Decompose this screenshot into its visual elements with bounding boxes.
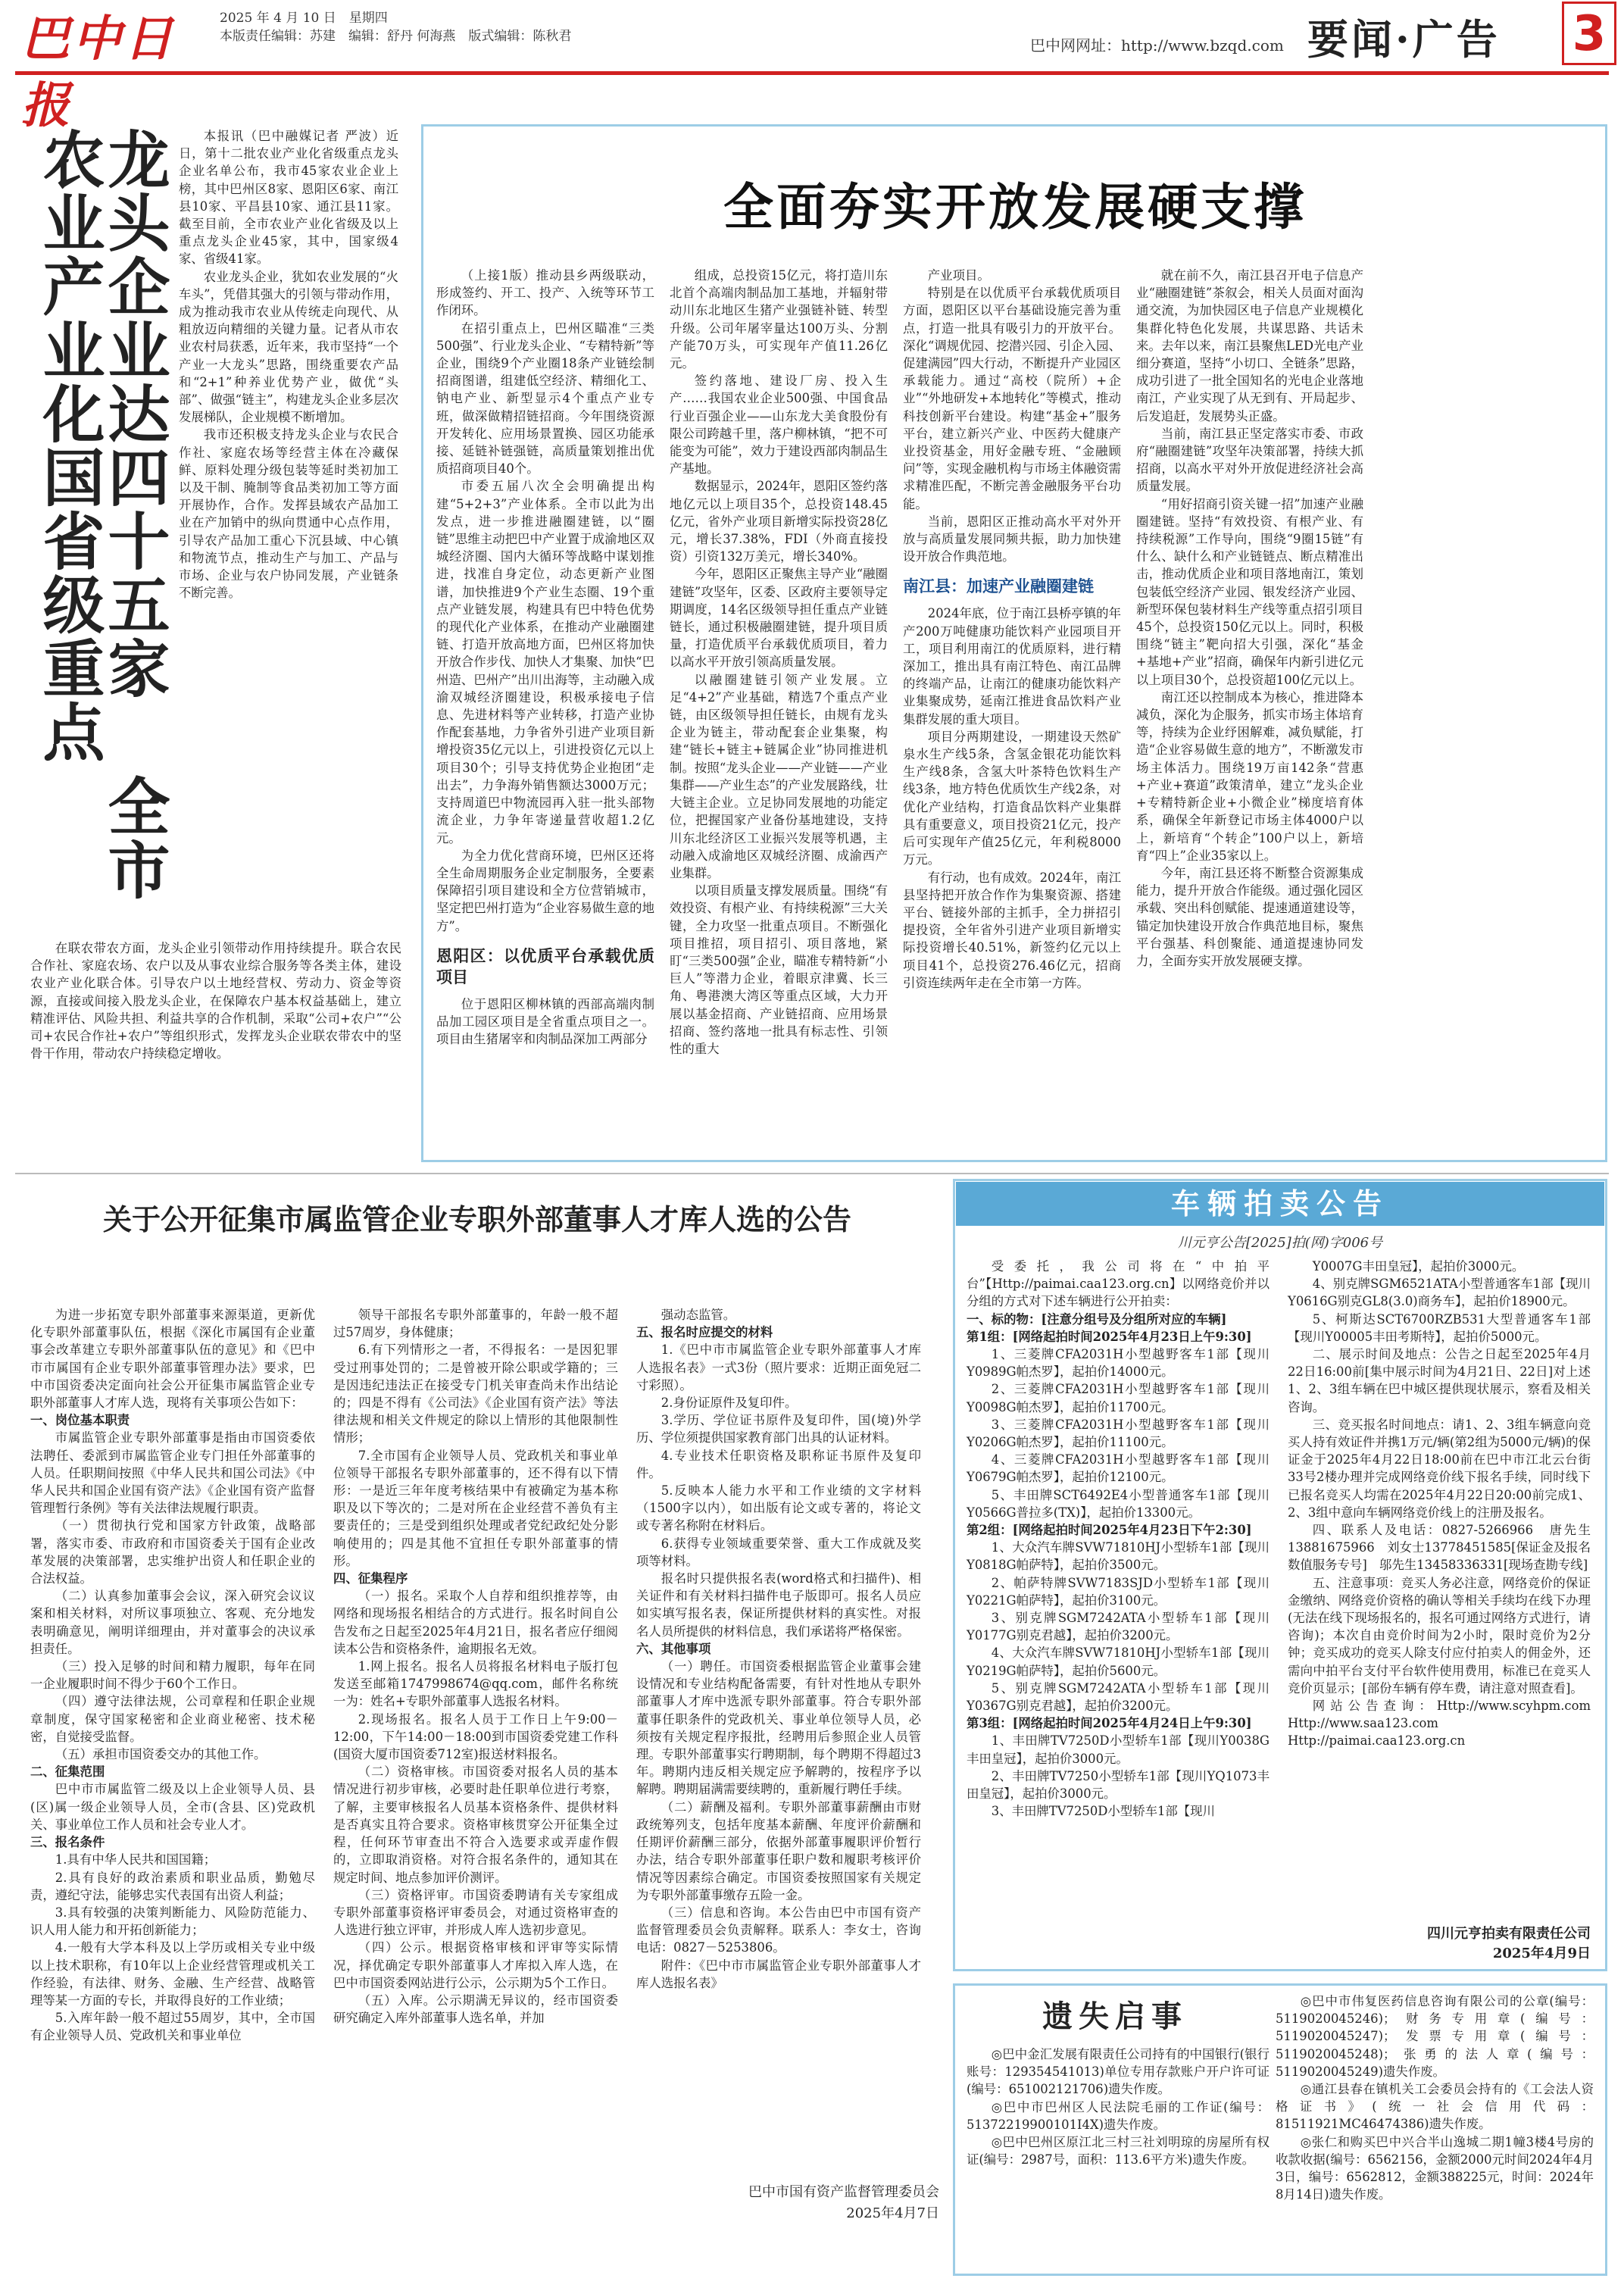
notice-title: 关于公开征集市属监管企业专职外部董事人才库人选的公告 xyxy=(102,1203,851,1236)
paragraph: （一）聘任。市国资委根据监管企业董事会建设情况和专业结构配备需要，有针对性地从专职外部董事人才库中选派专职外部董事。符合专职外部董事任职条件的党政机关、事业单位领导人员，必须按有关规定程序报批，经聘用后参照企业人员管理。专职外部董事实行聘期制，每个聘期不得超过3年。聘期内违反相关规定应予解聘的，按程序予以解聘。聘期届满需要续聘的，重新履行聘任手续。 xyxy=(636,1659,921,1797)
auction-subheader: 川元亨公告[2025]拍(网)字006号 xyxy=(1177,1235,1383,1251)
paragraph: 3.学历、学位证书原件及复印件，国(境)外学历、学位须提供国家教育部门出具的认证材料。 xyxy=(636,1413,921,1446)
masthead-info xyxy=(220,9,614,45)
feature-paragraph: 签约落地、建设厂房、投入生产……我国农业企业500强、中国食品行业百强企业——山东龙大美食股份有限公司跨越千里，落户柳林镇，“把不可能变为可能”，效力于建设西部肉制品生产基地。 xyxy=(670,373,888,477)
paragraph: 5、别克牌SGM7242ATA小型轿车1部【现川Y0367G别克君越】，起拍价3200元。 xyxy=(967,1680,1270,1714)
auction-sign-org: 四川元亨拍卖有限责任公司 xyxy=(1427,1926,1591,1942)
paragraph: 1.《巴中市市属监管企业专职外部董事人才库人选报名表》一式3份（照片要求：近期正面免冠二寸彩照）。 xyxy=(636,1342,921,1392)
notice-signature xyxy=(651,2182,939,2224)
paragraph: 报名时只提供报名表(word格式和扫描件)、相关证件和有关材料扫描件电子版即可。报名人员应如实填写报名表，保证所提供材料的真实性。对报名人员所提供的材料信息，我们承诺将严格保密。 xyxy=(636,1571,921,1639)
auction-sign-date: 2025年4月9日 xyxy=(1492,1946,1591,1961)
paragraph: 6.有下列情形之一者，不得报名：一是因犯罪受过刑事处罚的；二是曾被开除公职或学籍的；三是因违纪违法正在接受专门机关审查尚未作出结论的；四是不得有《公司法》《企业国有资产法》等法律法规和相关文件规定的除以上情形的其他限制性情形； xyxy=(333,1342,618,1446)
paragraph: Y0007G丰田皇冠】，起拍价3000元。 xyxy=(1312,1259,1525,1274)
lost-column-2 xyxy=(1276,1993,1594,2273)
feature-paragraph: 数据显示，2024年，恩阳区签约落地亿元以上项目35个，总投资148.45亿元，省外产业项目新增实际投资28亿元，增长37.38%，FDI（外商直接投资）引资132万美元，增长340%。 xyxy=(670,479,888,564)
paragraph: （三）投入足够的时间和精力履职，每年在同一企业履职时间不得少于60个工作日。 xyxy=(30,1659,315,1692)
paragraph: 1、丰田牌TV7250D小型轿车1部【现川Y0038G丰田皇冠】，起拍价3000元。 xyxy=(967,1733,1270,1766)
paragraph: 3、丰田牌TV7250D小型轿车1部【现川 xyxy=(991,1804,1215,1819)
paragraph: （五）入库。公示期满无异议的，经市国资委研究确定入库外部董事人选名单，并加 xyxy=(333,1993,618,2026)
paragraph: 二、展示时间及地点：公告之日起至2025年4月22日16:00前[集中展示时间为4月21日、22日]对上述1、2、3组车辆在巴中城区提供现状展示，察看及相关咨询。 xyxy=(1288,1347,1591,1414)
auction-header: 车辆拍卖公告 xyxy=(956,1182,1604,1226)
paragraph: （三）信息和咨询。本公告由巴中市国有资产监督管理委员会负责解释。联系人：李女士，咨询电话：0827－5253806。 xyxy=(636,1905,921,1955)
paragraph: ◎巴中金汇发展有限责任公司持有的中国银行(银行账号：129354541013)单位专用存款账户开户许可证(编号：651002121706)遗失作废。 xyxy=(967,2047,1270,2097)
section-divider xyxy=(15,1173,1609,1174)
paragraph: （四）公示。根据资格审核和评审等实际情况，择优确定专职外部董事人才库拟入库人选，在巴中市国资委网站进行公示，公示期为5个工作日。 xyxy=(333,1940,618,1990)
paragraph: 5、丰田牌SCT6492E4小型普通客车1部【现川Y0566G普拉多(TX)】，起拍价13300元。 xyxy=(967,1487,1270,1520)
paragraph: 1、大众汽车牌SVW71810HJ小型轿车1部【现川Y0818G帕萨特】，起拍价3500元。 xyxy=(967,1540,1270,1573)
paragraph: （三）资格评审。市国资委聘请有关专家组成专职外部董事资格评审委员会，对通过资格审查的人选进行独立评审，并形成人库人选初步意见。 xyxy=(333,1887,618,1938)
feature-paragraph: 位于恩阳区柳林镇的西部高端肉制品加工园区项目是全省重点项目之一。项目由生猪屠宰和肉制品深加工两部分 xyxy=(436,996,654,1047)
paragraph: 4、大众汽车牌SVW71810HJ小型轿车1部【现川Y0219G帕萨特】，起拍价5600元。 xyxy=(967,1646,1270,1678)
paragraph: 3.具有较强的决策判断能力、风险防范能力、识人用人能力和开拓创新能力； xyxy=(30,1905,315,1938)
feature-column-1 xyxy=(436,267,654,1153)
enyang-subhead: 恩阳区：以优质平台承载优质项目 xyxy=(436,945,654,986)
notice-column-1 xyxy=(30,1306,315,2246)
paragraph: 巴中市市属监管二级及以上企业领导人员、县(区)属一级企业领导人员，全市(含县、区)党政机关、事业单位工作人员和社会专业人才。 xyxy=(30,1782,315,1832)
feature-title: 全面夯实开放发展硬支撑 xyxy=(723,178,1307,236)
paragraph: 网站公告查询：Http://www.scyhpm.com Http://www.saa123.com Http://paimai.caa123.org.cn xyxy=(1288,1699,1604,1749)
notice-sign-date: 2025年4月7日 xyxy=(846,2205,939,2221)
lead-paragraph: 本报讯（巴中融媒记者 严波）近日，第十二批农业产业化省级重点龙头企业名单公布，我市45家农业企业上榜，其中巴州区8家、恩阳区6家、南江县10家、平昌县10家、通江县11家。截至目前，全市农业产业化省级及以上重点龙头企业45家，其中，国家级4家、省级41家。 xyxy=(179,129,398,267)
feature-paragraph: 产业项目。 xyxy=(927,268,990,283)
paragraph: （一）贯彻执行党和国家方针政策，战略部署，落实市委、市政府和市国资委关于国有企业改革发展的决策部署，忠实维护出资人和任职企业的合法权益。 xyxy=(30,1518,315,1586)
feature-paragraph: 当前，南江县正坚定落实市委、市政府“融圈建链”攻坚年决策部署，持续大抓招商，以高水平对外开放促进经济社会高质量发展。 xyxy=(1136,426,1363,494)
paragraph: 一、标的物：[注意分组号及分组所对应的车辆] xyxy=(967,1311,1227,1327)
paragraph: 4、三菱牌CFA2031H小型越野客车1部【现川Y0679G帕杰罗】，起拍价12100元。 xyxy=(967,1452,1270,1485)
lead-article-bottom xyxy=(30,939,401,1159)
paragraph: 第2组：[网络起拍时间2025年4月23日下午2:30] xyxy=(967,1523,1252,1538)
paragraph: 市属监管企业专职外部董事是指由市国资委依法聘任、委派到市属监管企业专门担任外部董事的人员。任职期间按照《中华人民共和国公司法》《中华人民共和国企业国有资产法》《企业国有资产监督管理暂行条例》等有关法律法规履行职责。 xyxy=(30,1430,315,1516)
paragraph: 3、三菱牌CFA2031H小型越野客车1部【现川Y0206G帕杰罗】，起拍价11100元。 xyxy=(967,1417,1270,1450)
site-url[interactable]: 巴中网网址：http://www.bzqd.com xyxy=(1030,36,1284,55)
auction-column-2 xyxy=(1288,1258,1604,1917)
feature-paragraph: 今年，恩阳区正聚焦主导产业“融圈建链”攻坚年，区委、区政府主要领导定期调度，14名区级领导担任重点产业链链长，通过积极融圈建链，提升项目质量，打造优质平台承载优质项目，着力以高水平开放引领高质量发展。 xyxy=(670,567,888,670)
paragraph: 1.具有中华人民共和国国籍； xyxy=(55,1852,217,1867)
paragraph: ◎巴中市伟复医药信息咨询有限公司的公章(编号：5119020045246)；财务专用章(编号：5119020045247)；发票专用章(编号：5119020045248)；张勇的法人章(编号：5119020045249)遗失作废。 xyxy=(1276,1994,1594,2079)
paragraph: 三、报名条件 xyxy=(30,1835,105,1850)
paragraph: 3、别克牌SGM7242ATA小型轿车1部【现川Y0177G别克君越】，起拍价3200元。 xyxy=(967,1611,1270,1643)
paragraph: 2.身份证原件及复印件。 xyxy=(661,1396,798,1411)
nanjiang-subhead: 南江县：加速产业融圈建链 xyxy=(903,577,1094,596)
paragraph: 六、其他事项 xyxy=(636,1641,711,1656)
paragraph: 为进一步拓宽专职外部董事来源渠道，更新优化专职外部董事队伍，根据《深化市属国有企业董事会改革建立专职外部董事队伍的意见》和《巴中市市属国有企业专职外部董事管理办法》要求，巴中市国资委决定面向社会公开征集市属监管企业专职外部董事人才库人选，现将有关事项公告如下： xyxy=(30,1308,315,1411)
paragraph: 6.获得专业领域重要荣誉、重大工作成就及奖项等材料。 xyxy=(636,1536,921,1568)
paragraph: 2、帕萨特牌SVW7183SJD小型轿车1部【现川Y0221G帕萨特】，起拍价3100元。 xyxy=(967,1575,1270,1608)
feature-paragraph: 2024年底，位于南江县桥亭镇的年产200万吨健康功能饮料产业园项目开工，项目利用南江的优质原料，进行精深加工，推出具有南江特色、南江品牌的终端产品，让南江的健康功能饮料产业集聚成势，延南江推进食品饮料产业集群发展的重大项目。 xyxy=(903,606,1121,727)
feature-column-3 xyxy=(903,267,1121,1153)
paragraph: ◎巴中市巴州区人民法院毛丽的工作证(编号：51372219900101I4X)遗失作废。 xyxy=(967,2099,1270,2132)
paragraph: 4、别克牌SGM6521ATA小型普通客车1部【现川Y0616G别克GL8(3.0)商务车】，起拍价18900元。 xyxy=(1288,1277,1591,1309)
feature-column-4 xyxy=(1136,267,1363,1153)
feature-paragraph: 在招引重点上，巴州区瞄准“三类500强”、行业龙头企业、“专精特新”等企业，围绕9个产业圈18条产业链绘制招商图谱，组建低空经济、精细化工、钠电产业、新型显示4个重点产业专班，做深做精招链招商。今年围绕资源开发转化、应用场景置换、园区功能承接、延链补链强链，高质量策划推出优质招商项目40个。 xyxy=(436,320,654,477)
paragraph: （一）报名。采取个人自荐和组织推荐等，由网络和现场报名相结合的方式进行。报名时间自公告发布之日起至2025年4月21日，报名者应仔细阅读本公告和资格条件，逾期报名无效。 xyxy=(333,1589,618,1656)
paragraph: 附件：《巴中市市属监管企业专职外部董事人才库人选报名表》 xyxy=(636,1958,921,1990)
paragraph: 五、报名时应提交的材料 xyxy=(636,1325,773,1340)
feature-paragraph: 当前，恩阳区正推动高水平对外开放与高质量发展同频共振，助力加快建设开放合作典范地。 xyxy=(903,514,1121,564)
paragraph: 强动态监管。 xyxy=(661,1308,736,1322)
paragraph: 三、竞买报名时间地点：请1、2、3组车辆意向竞买人持有效证件并携1万元/辆(第2组为5000元/辆)的保证金于2025年4月22日18:00前在巴中市江北云台街33号2楼办理并完成网络竞价线下报名手续，同时线下已报名竞买人均需在2025年4月22日20:00前完成1、2、3组中意向车辆网络竞价线上的注册及报名。 xyxy=(1288,1417,1591,1520)
paragraph: 5、柯斯达SCT6700RZB531大型普通客车1部【现川Y00005丰田考斯特】，起拍价5000元。 xyxy=(1288,1311,1591,1344)
editor-line: 本版责任编辑：苏建 编辑：舒丹 何海燕 版式编辑：陈秋君 xyxy=(220,29,572,44)
feature-paragraph: 以融圈建链引领产业发展。立足“4+2”产业基础，精选7个重点产业链，由区级领导担任链长，由规有龙头企业为链主，带动配套企业集聚，构建“链长+链主+链属企业”协同推进机制。按照“龙头企业——产业链——产业集群——产业生态”的产业发展路线，壮大链主企业。立足协同发展地的功能定位，把握国家产业备份基地建设，支持川东北经济区工业振兴发展等机遇，主动融入成渝地区双城经济圈、成渝西产业集群。 xyxy=(670,672,888,880)
newspaper-logo: 巴中日报 xyxy=(21,11,176,134)
feature-paragraph: 就在前不久，南江县召开电子信息产业“融圈建链”茶叙会，相关人员面对面沟通交流，为加快园区电子信息产业规模化集群化特色化发展，共谋思路、共话未来。去年以来，南江县聚焦LED光电产业细分赛道，坚持“小切口、全链条”思路，成功引进了一批全国知名的光电企业落地南江，产业实现了从无到有、开局起步、后发追赶，发展势头正盛。 xyxy=(1136,268,1363,424)
paragraph: 2.具有良好的政治素质和职业品质，勤勉尽责，遵纪守法，能够忠实代表国有出资人利益； xyxy=(30,1870,315,1902)
paragraph: （二）资格审核。市国资委对报名人员的基本情况进行初步审核，必要时赴任职单位进行考察，了解，主要审核报名人员基本资格条件、提供材料是否真实且符合要求。资格审核贯穿公开征集全过程，任何环节审查出不符合入选要求或弄虚作假的，立即取消资格。对符合报名条件的，通知其在规定时间、地点参加评价测评。 xyxy=(333,1764,618,1885)
paragraph: （四）遵守法律法规，公司章程和任职企业规章制度，保守国家秘密和企业商业秘密、技术秘密，自觉接受监督。 xyxy=(30,1694,315,1744)
paragraph: 五、注意事项：竞买人务必注意，网络竞价的保证金缴纳、网络竞价资格的确认等相关手续均在线下办理(无法在线下现场报名的，报名可通过网络方式进行，请咨询)；本次自由竞价时间为2小时，限时竞价为2分钟；竞买成功的竞买人除支付应付拍卖人的佣金外，还需向中拍平台支付平台软件使用费用，标准已在竞买人竞价页显示；[部份车辆有停车费，请注意对照查看]。 xyxy=(1288,1575,1591,1696)
lead-paragraph: 在联农带农方面，龙头企业引领带动作用持续提升。联合农民合作社、家庭农场、农户以及从事农业综合服务等各类主体，建设农业产业化联合体。引导农户以土地经营权、劳动力、资金等资源，直接或间接入股龙头企业，在保障农户基本权益基础上，建立精准评估、风险共担、利益共享的合作机制，采取“公司+农户”“公司+农民合作社+农户”等组织形式，发挥龙头企业联农带农中的坚骨干作用，带动农户持续稳定增收。 xyxy=(30,941,401,1061)
lead-headline: 龙头企业达四十五家 全市农业产业化国省级重点 xyxy=(33,127,170,902)
page-number: 3 xyxy=(1562,2,1616,65)
paragraph: 第1组：[网络起拍时间2025年4月23日上午9:30] xyxy=(967,1329,1252,1344)
paragraph: 5.入库年龄一般不超过55周岁，其中，全市国有企业领导人员、党政机关和事业单位 xyxy=(30,2011,315,2043)
feature-paragraph: 有行动，也有成效。2024年，南江县坚持把开放合作作为集聚资源、搭建平台、链接外部的主抓手，全力拼招引提投资，全年省外引进产业项目新增实际投资增长40.51%，新签约亿元以上项目41个，总投资276.46亿元，招商引资连续两年走在全市第一方阵。 xyxy=(903,870,1121,990)
paragraph: ◎通江县春在镇机关工会委员会持有的《工会法人资格证书》(统一社会信用代码：81511921MC46474386)遗失作废。 xyxy=(1276,2082,1594,2132)
feature-paragraph: 为全力优化营商环境，巴州区还将全生命周期服务企业定制服务，全要素保障招引项目建设和全方位营销城市，坚定把巴州打造为“企业容易做生意的地方”。 xyxy=(436,848,654,933)
paragraph: 1.网上报名。报名人员将报名材料电子版打包发送至邮箱1747998674@qq.com，邮件名称统一为：姓名+专职外部董事人选报名材料。 xyxy=(333,1659,618,1709)
feature-paragraph: 组成，总投资15亿元，将打造川东北首个高端肉制品加工基地，并辐射带动川东北地区生猪产业强链补链、转型升级。公司年屠宰量达100万头、分割产能70万头，可实现年产值11.26亿元。 xyxy=(670,268,888,371)
paragraph: 领导干部报名专职外部董事的，年龄一般不超过57周岁，身体健康； xyxy=(333,1308,618,1340)
paragraph: 一、岗位基本职责 xyxy=(30,1413,130,1428)
section-title: 要闻·广告 xyxy=(1307,15,1501,64)
notice-sign-org: 巴中市国有资产监督管理委员会 xyxy=(748,2184,939,2200)
feature-paragraph: 以项目质量支撑发展质量。围绕“有效投资、有根产业、有持续税源”三大关键，全力攻坚一批重点项目。不断强化项目推招，项目招引、项目落地，紧盯“三类500强”企业，瞄准专精特新“小巨人”等潜力企业，着眼京津冀、长三角、粤港澳大湾区等重点区域，大力开展以基金招商、产业链招商、应用场景招商、签约落地一批具有标志性、引领性的重大 xyxy=(670,883,888,1056)
feature-paragraph: 今年，南江县还将不断整合资源集成能力，提升开放合作能级。通过强化园区承载、突出科创赋能、提速通道建设等，锚定加快建设开放合作典范地目标，聚焦平台强基、科创聚能、通道提速协同发力，全面夯实开放发展硬支撑。 xyxy=(1136,865,1363,968)
feature-paragraph: （上接1版）推动县乡两级联动，形成签约、开工、投产、入统等环节工作闭环。 xyxy=(436,268,654,318)
lead-paragraph: 我市还积极支持龙头企业与农民合作社、家庭农场等经营主体在冷藏保鲜、原料处理分级包装等延时类初加工以及干制、腌制等食品类初加工等方面开展协作，合作。发挥县域农产品加工业在产加销中的纵向贯通中心点作用，引导农产品加工重心下沉县域、中心镇和物流节点，推动生产与加工、产品与市场、企业与农户协同发展，产业链条不断完善。 xyxy=(179,427,398,601)
paragraph: 第3组：[网络起拍时间2025年4月24日上午9:30] xyxy=(967,1716,1252,1731)
auction-column-1 xyxy=(967,1258,1270,1962)
feature-paragraph: 市委五届八次全会明确提出构建“5+2+3”产业体系。全市以此为出发点，进一步推进融圈建链，以“圈链”思维主动把巴中产业置于成渝地区双城经济圈、国内大循环等战略中谋划推进，找准自身定位，动态更新产业图谱，加快推进9个产业生态圈、19个重点产业链发展，构建具有巴中特色优势的现代化产业体系，在推动产业融圈建链、打造开放高地方面，巴州区将加快开放合作步伐、加快人才集聚、加快“巴州造、巴州产”出川出海等，主动融入成渝双城经济圈建设，积极承接电子信息、先进材料等产业转移，打造产业协作配套基地，力争省外引进产业项目新增投资35亿元以上，引进投资亿元以上项目30个；引导支持优势企业抱团“走出去”，力争海外销售额达3000万元；支持周道巴中物流园再入驻一批头部物流企业，力争年寄递量营收超1.2亿元。 xyxy=(436,479,654,845)
paragraph: 四、联系人及电话：0827-5266966 唐先生13881675966 刘女士13778451585[保证金及报名数值服务专号] 邬先生13458336331[现场查勘专线] xyxy=(1288,1523,1591,1573)
paragraph: 2、三菱牌CFA2031H小型越野客车1部【现川Y0098G帕杰罗】，起拍价11700元。 xyxy=(967,1382,1270,1414)
feature-column-2 xyxy=(670,267,888,1153)
feature-paragraph: 项目分两期建设，一期建设天然矿泉水生产线5条，含氢金银花功能饮料生产线8条，含氢大叶茶特色饮料生产线3条，地方特色优质饮生产线2条，对优化产业结构，打造食品饮料产业集群具有重要意义，项目投资21亿元，投产后可实现年产值25亿元，年利税8000万元。 xyxy=(903,729,1121,867)
feature-paragraph: “用好招商引资关键一招”加速产业融圈建链。坚持“有效投资、有根产业、有持续税源”工作导向，围绕“9圈15链”有什么、缺什么和产业链链点、断点精准出击，推动优质企业和项目落地南江，策划包装低空经济产业园、银发经济产业园、新型环保包装材料生产线等重点招引项目45个，总投资150亿元以上。同时，积极围绕“链主”靶向招大引强，深化“基金+基地+产业”招商，确保年内新引进亿元以上项目30个，总投资超100亿元以上。 xyxy=(1136,496,1363,687)
paragraph: ◎巴中巴州区原江北三村三社刘明琼的房屋所有权证(编号：2987号，面积：113.6平方米)遗失作废。 xyxy=(967,2135,1270,2168)
paragraph: 二、征集范围 xyxy=(30,1764,105,1780)
paragraph: （二）薪酬及福利。专职外部董事薪酬由市财政统筹列支，包括年度基本薪酬、年度评价薪酬和任期评价薪酬三部分，依据外部董事履职评价暂行办法，结合专职外部董事任职户数和履职考核评价情况等因素综合确定。市国资委按照国家有关规定为专职外部董事缴存五险一金。 xyxy=(636,1799,921,1902)
notice-column-3 xyxy=(636,1306,921,2170)
paragraph: 4.专业技术任职资格及职称证书原件及复印件。 xyxy=(636,1448,921,1480)
paragraph: 7.全市国有企业领导人员、党政机关和事业单位领导干部报名专职外部董事的，还不得有以下情形：一是近三年年度考核结果中有被确定为基本称职及以下等次的；二是对所在企业经营不善负有主要责任的；三是受到组织处理或者党纪政纪处分影响使用的；四是其他不宜担任专职外部董事的情形。 xyxy=(333,1448,618,1568)
paragraph: 2、丰田牌TV7250小型轿车1部【现川YQ1073丰田皇冠】，起拍价3000元。 xyxy=(967,1768,1270,1802)
auction-signature xyxy=(1280,1924,1591,1964)
lost-notice-title: 遗失启事 xyxy=(1042,1999,1188,2034)
paragraph: ◎张仁和购买巴中兴合半山逸城二期1幢3楼4号房的收款收据(编号：6562156，金额2000元时间2024年4月3日，编号：6562812，金额388225元，时间：2024年8月14日)遗失作废。 xyxy=(1276,2134,1594,2202)
feature-paragraph: 南江还以控制成本为核心，推进降本减负，深化为企服务，抓实市场主体培育等，持续为企业纾困解难，减负赋能，打造“企业容易做生意的地方”，不断激发市场主体活力。围绕19万亩142条“营惠+产业+赛道”政策清单，建立“龙头企业+专精特新企业+小微企业”梯度培育体系，确保全年新登记市场主体4000户以上，新培育“个转企”100户以上，新培育“四上”企业35家以上。 xyxy=(1136,689,1363,863)
lost-column-1 xyxy=(967,2046,1270,2273)
paragraph: 4.一般有大学本科及以上学历或相关专业中级以上技术职称，有10年以上企业经营管理或机关工作经验，有法律、财务、金融、生产经营、战略管理等某一方面的专长，并取得良好的工作业绩； xyxy=(30,1940,315,2008)
notice-column-2 xyxy=(333,1306,618,2246)
lead-paragraph: 农业龙头企业，犹如农业发展的“火车头”，凭借其强大的引领与带动作用，成为推动我市农业从传统走向现代、从粗放迈向精细的关键力量。记者从市农业农村局获悉，近年来，我市坚持“一个产业一大龙头”思路，围绕重要农产品和“2+1”种养业优势产业，做优“头部”、做强“链主”，构建龙头企业多层次发展梯队，企业规模不断增加。 xyxy=(179,269,398,425)
paragraph: 受委托，我公司将在“中拍平台”【Http://paimai.caa123.org.cn】以网络竞价并以分组的方式对下述车辆进行公开拍卖： xyxy=(967,1259,1270,1309)
lead-article-column xyxy=(179,127,398,930)
paragraph: （五）承担市国资委交办的其他工作。 xyxy=(55,1747,267,1762)
paragraph: 四、征集程序 xyxy=(333,1571,408,1586)
issue-date: 2025 年 4 月 10 日 星期四 xyxy=(220,11,388,26)
paragraph: 2.现场报名。报名人员于工作日上午9:00－12:00，下午14:00－18:00到市国资委党建工作科(国资大厦市国资委712室)报送材料报名。 xyxy=(333,1711,618,1762)
masthead-rule xyxy=(15,71,1609,75)
paragraph: 1、三菱牌CFA2031H小型越野客车1部【现川Y0989G帕杰罗】，起拍价14000元。 xyxy=(967,1347,1270,1380)
feature-paragraph: 特别是在以优质平台承载优质项目方面，恩阳区以平台基础设施完善为重点，打造一批具有吸引力的开放平台。深化“调规优园、挖潜兴园、引企入园、促建满园”四大行动，不断提升产业园区承载能力。通过“高校（院所）+企业”“外地研发+本地转化”等模式，推动科技创新平台建设。构建“基金+”服务平台，建立新兴产业、中医药大健康产业投资基金，用好金融专班、“金融顾问”等，实现金融机构与市场主体融资需求精准匹配，不断完善金融服务平台功能。 xyxy=(903,286,1121,511)
paragraph: （二）认真参加董事会会议，深入研究会议议案和相关材料，对所议事项独立、客观、充分地发表明确意见，阐明详细理由，并对董事会的决议承担责任。 xyxy=(30,1589,315,1656)
paragraph: 5.反映本人能力水平和工作业绩的文字材料（1500字以内），如出版有论文或专著的，将论文或专著名称附在材料后。 xyxy=(636,1483,921,1533)
